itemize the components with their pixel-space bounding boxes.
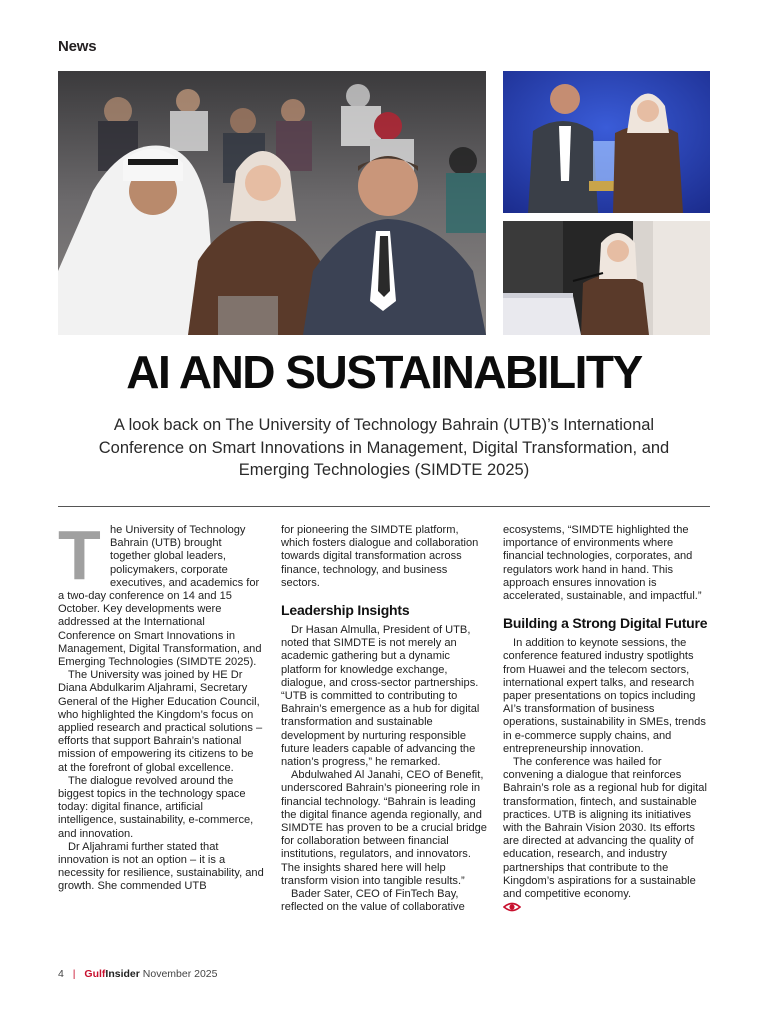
paragraph: for pioneering the SIMDTE platform, which fosters dialogue and collaboration towards digital transformation across finance, technology, and business sectors. [281, 524, 479, 589]
paragraph: Bader Sater, CEO of FinTech Bay, reflected on the value of collaborative [281, 888, 465, 914]
paragraph: Abdulwahed Al Janahi, CEO of Benefit, underscored Bahrain’s pioneering role in financial technology. “Bahrain is leading the digital finance agenda regionally, and SIMDTE has proven to be a crucial bridge for collaboration between financial institutions, regulators, and innovators. The insights shared here will help transform vision into tangible results.” [281, 769, 487, 887]
paragraph: The University of Technology Bahrain (UTB) brought together global leaders, policymakers, corporate executives, and academics for a two-day conference on 14 and 15 October. Key developments were addressed at the International Conference on Smart Innovations in Management, Digital Transformation, and Emerging Technologies (SIMDTE 2025). [58, 516, 262, 669]
end-mark [503, 901, 710, 914]
speaker-podium-photo [503, 221, 710, 335]
conference-audience-photo [58, 71, 486, 335]
paragraph: In addition to keynote sessions, the conference featured industry spotlights from Huawei and the telecom sectors, international expert talks, and research paper presentations on topics including AI’s transformation of business operations, sustainability in SMEs, trends in e-commerce supply chains, and entrepreneurship innovation. [503, 637, 706, 755]
paragraph: The dialogue revolved around the biggest topics in the technology space today: digital finance, artificial intelligence, sustainability, e-commerce, and innovation. [58, 774, 254, 840]
drop-cap: T [58, 516, 101, 594]
issue-date: November 2025 [142, 968, 218, 980]
article-column-2 [281, 524, 488, 914]
paragraph: The conference was hailed for convening a dialogue that reinforces Bahrain’s role as a regional hub for digital transformation, fintech, and sustainable practices. UTB is aligning its initiatives with the Bahrain Vision 2030. Its efforts are directed at advancing the quality of education, research, and industry partnerships that contribute to the Kingdom’s aspirations for a sustainable and competitive economy. [503, 756, 707, 901]
subheading-leadership-insights: Leadership Insights [281, 602, 410, 619]
article-column-3 [503, 524, 710, 914]
paragraph: Dr Hasan Almulla, President of UTB, noted that SIMDTE is not merely an academic gathering but a dynamic platform for knowledge exchange, dialogue, and cross-sector partnerships. “UTB is committed to contributing to Bahrain’s emergence as a hub for digital transformation and sustainable development by nurturing responsible future leaders capable of advancing the nation’s progress,” he remarked. [281, 624, 480, 769]
paragraph: The University was joined by HE Dr Diana Abdulkarim Aljahrami, Secretary General of the Higher Education Council, who highlighted the Kingdom’s focus on applied research and practical solutions – efforts that support Bahrain’s national mission of empowering its citizens to be at the forefront of global excellence. [58, 669, 263, 774]
divider-rule [58, 506, 710, 507]
deck-subtitle: A look back on The University of Technology Bahrain (UTB)’s International Conference on Smart Innovations in Management, Digital Transformation, and Emerging Technologies (SIMDTE 2025) [98, 416, 670, 479]
page-footer [58, 968, 218, 980]
eye-end-icon [503, 901, 521, 913]
page-number: 4 [58, 968, 64, 980]
award-presentation-photo [503, 71, 710, 213]
paragraph: ecosystems, “SIMDTE highlighted the importance of environments where financial technologies, corporates, and regulators work hand in hand. This approach ensures innovation is accelerated, sustainable, and impactful.” [503, 524, 702, 603]
section-label: News [58, 38, 97, 55]
subheading-digital-future: Building a Strong Digital Future [503, 615, 708, 632]
paragraph: Dr Aljahrami further stated that innovation is not an option – it is a necessity for resilience, sustainability, and growth. She commended UTB [58, 840, 264, 893]
article-column-1 [58, 516, 264, 894]
headline: AI AND SUSTAINABILITY [126, 346, 642, 398]
magazine-brand: GulfInsider [84, 968, 140, 980]
footer-separator: | [72, 968, 76, 980]
